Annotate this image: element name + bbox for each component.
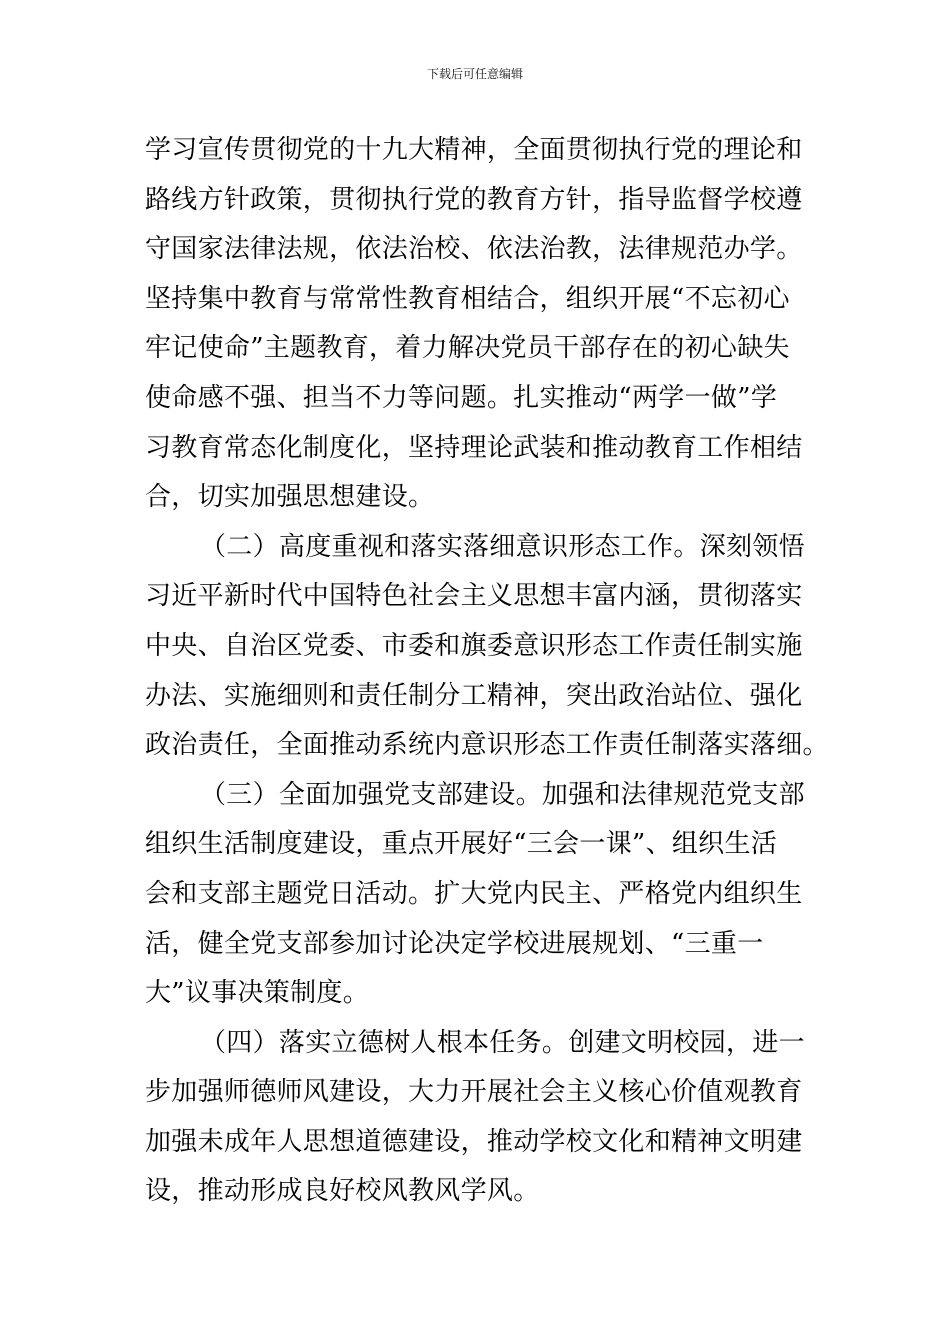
paragraph-4 [145,1019,810,1217]
paragraph-2 [145,523,829,771]
text-line: 会和支部主题党日活动。扩大党内民主、严格党内组织生 [145,878,803,909]
text-line: 习教育常态化制度化，坚持理论武装和推动教育工作相结 [145,432,803,463]
text-line: 守国家法律法规，依法治校、依法治教，法律规范办学。 [145,234,803,265]
text-line: （四）落实立德树人根本任务。创建文明校园，进一 [200,1027,805,1058]
text-line: 活，健全党支部参加讨论决定学校进展规划、“三重一 [145,928,764,959]
text-line: 办法、实施细则和责任制分工精神，突出政治站位、强化 [145,680,803,711]
text-line: 步加强师德师风建设，大力开展社会主义核心价值观教育 [145,1077,803,1108]
text-line: （三）全面加强党支部建设。加强和法律规范党支部 [200,779,805,810]
paragraph-3 [145,771,810,1019]
text-line: 使命感不强、担当不力等问题。扎实推动“两学一做”学 [145,382,778,413]
text-line: 学习宣传贯彻党的十九大精神，全面贯彻执行党的理论和 [145,135,803,165]
text-line: 组织生活制度建设，重点开展好“三会一课”、组织生活 [145,829,778,860]
text-line: 坚持集中教育与常常性教育相结合，组织开展“不忘初心 [145,283,790,314]
text-line: 中央、自治区党委、市委和旗委意识形态工作责任制实施 [145,630,803,661]
text-line: 政治责任，全面推动系统内意识形态工作责任制落实落细。 [145,730,829,761]
page-header: 下载后可任意编辑 [426,67,523,81]
text-line: 大”议事决策制度。 [145,978,369,1009]
text-line: 牢记使命”主题教育，着力解决党员干部存在的初心缺失 [145,333,790,364]
document-body [145,126,829,1217]
text-line: 设，推动形成良好校风教风学风。 [145,1176,540,1207]
text-line: （二）高度重视和落实落细意识形态工作。深刻领悟 [200,531,805,562]
text-line: 加强未成年人思想道德建设，推动学校文化和精神文明建 [145,1126,803,1157]
text-line: 合，切实加强思想建设。 [145,482,435,513]
text-line: 路线方针政策，贯彻执行党的教育方针，指导监督学校遵 [145,184,803,215]
text-line: 习近平新时代中国特色社会主义思想丰富内涵，贯彻落实 [145,581,803,612]
paragraph-1 [145,126,810,523]
